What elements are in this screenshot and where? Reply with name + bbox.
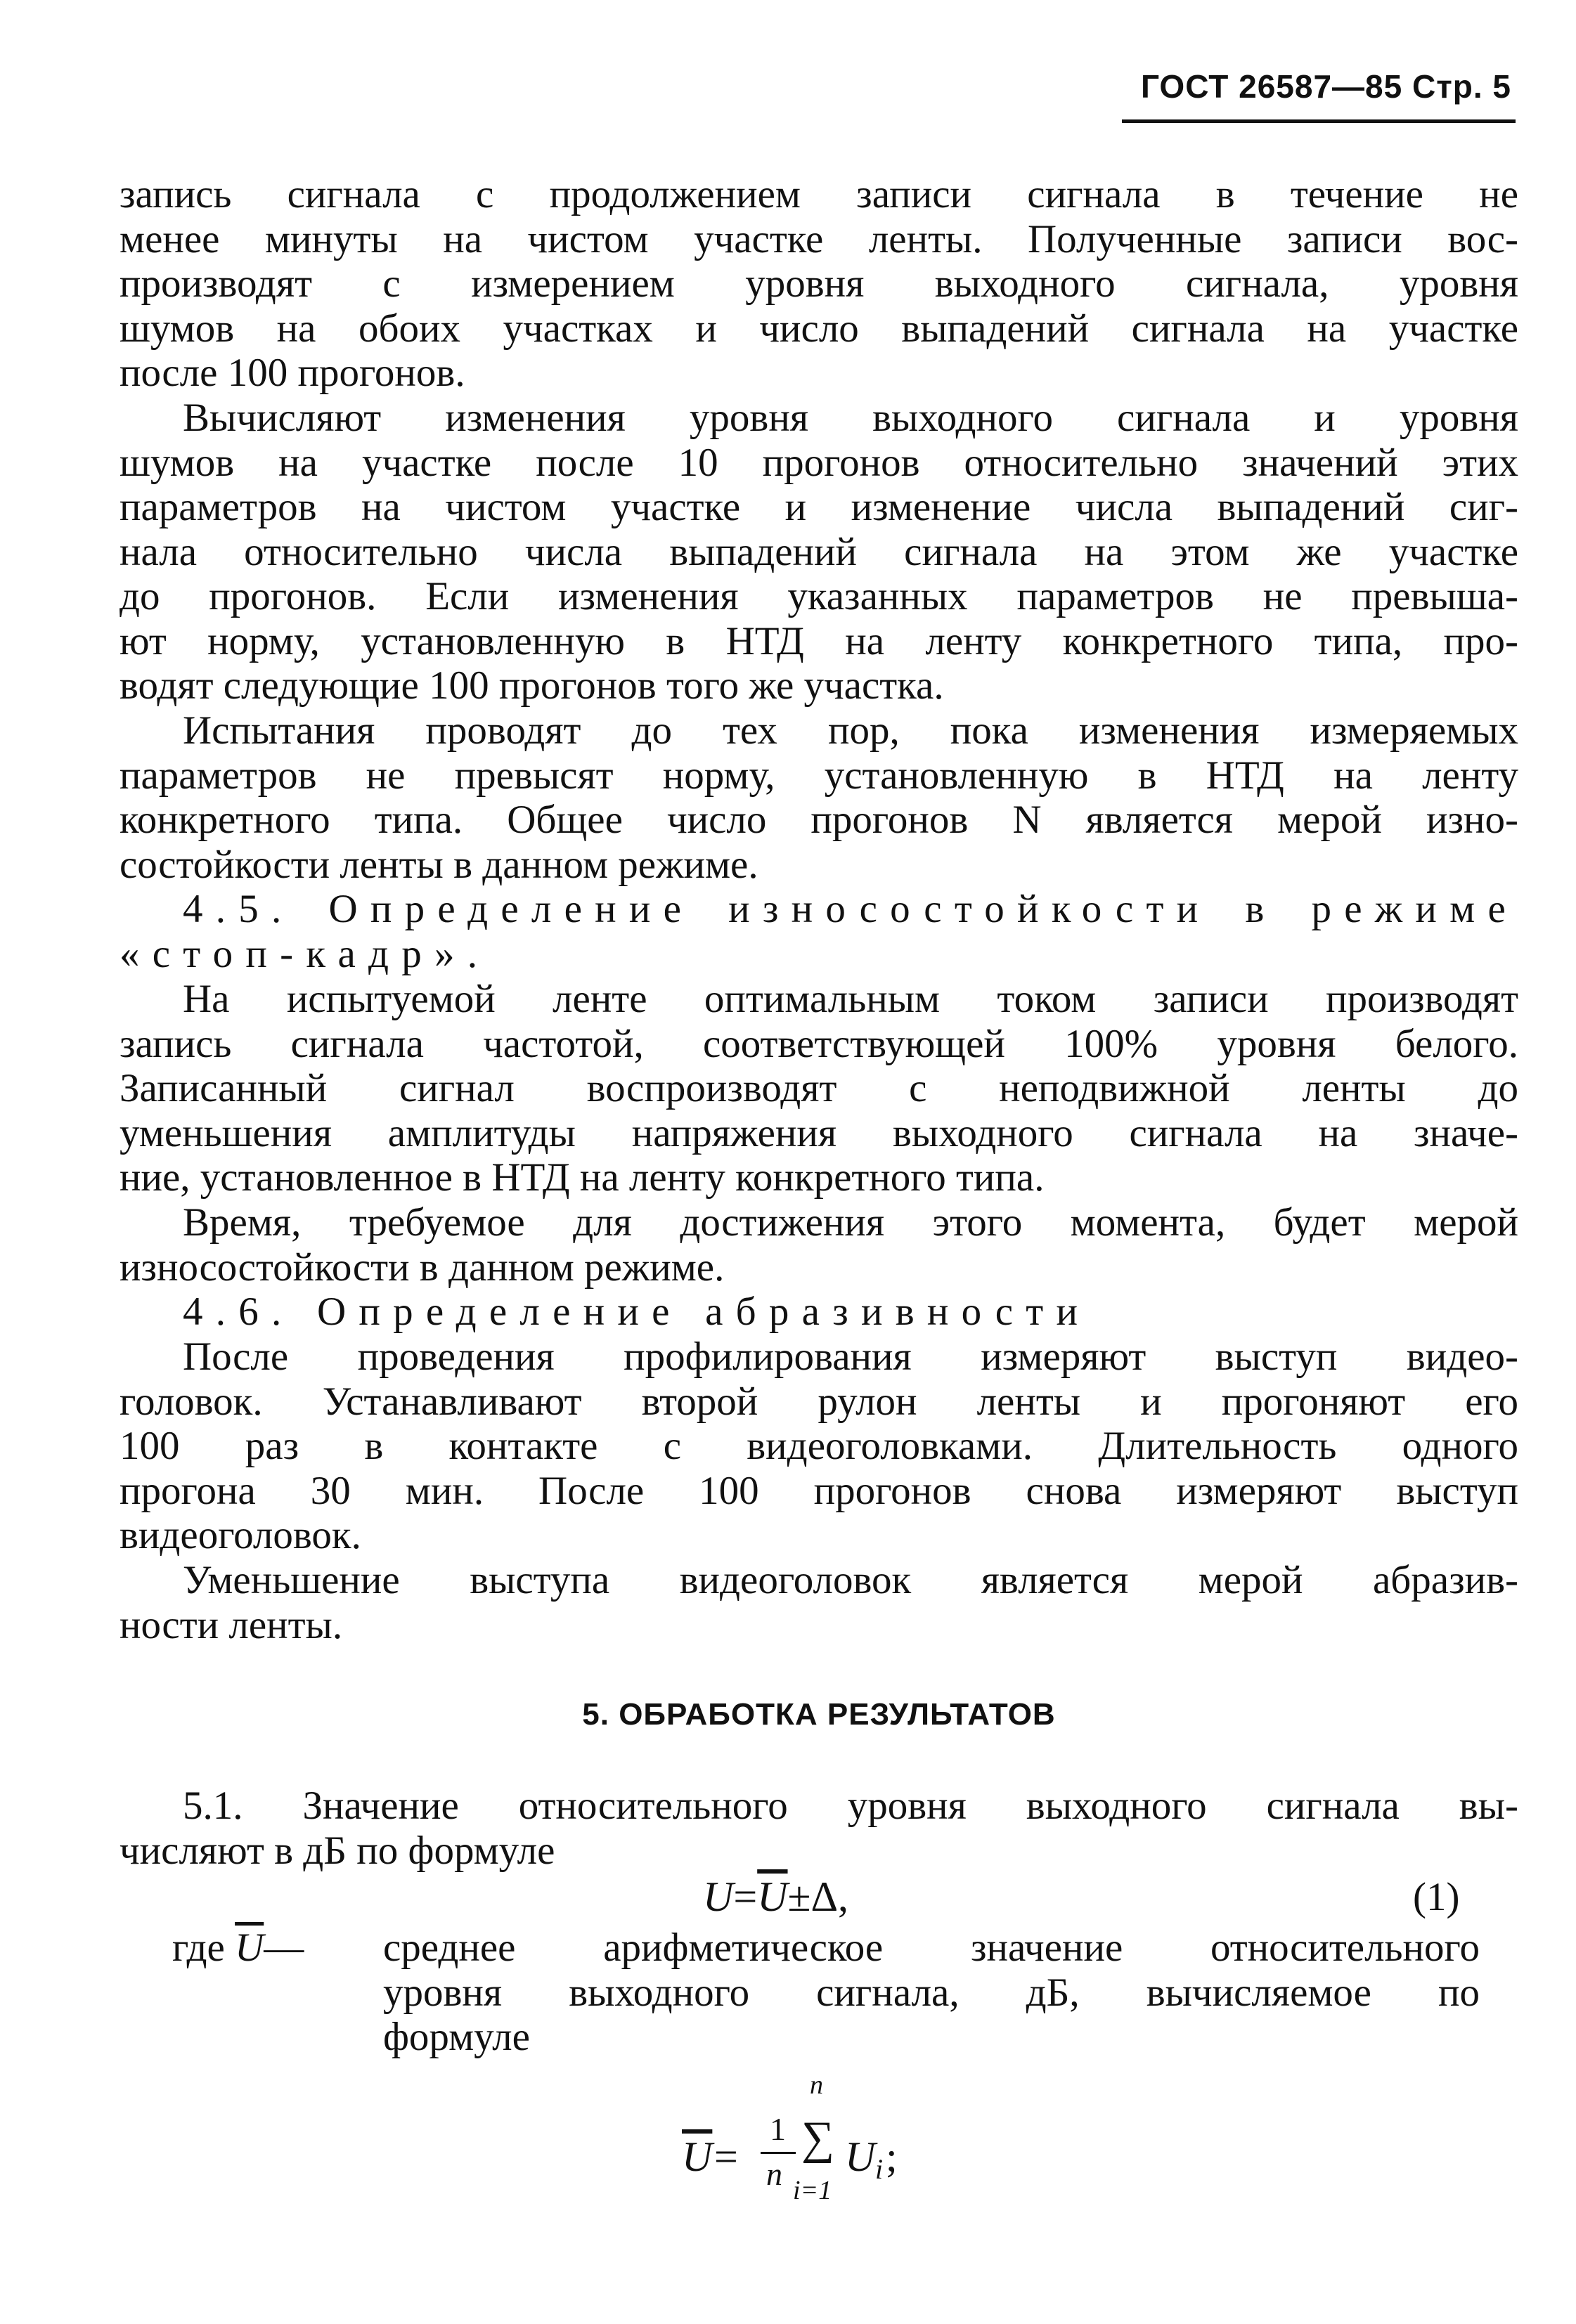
page-header (1141, 67, 1511, 105)
text-line: производят с измерением уровня выходного сигнала, уровня (120, 261, 1518, 306)
text-line: «стоп-кадр». (120, 931, 491, 976)
text-line: числяют в дБ по формуле (120, 1828, 555, 1873)
paragraph-4 (120, 977, 1518, 1200)
text-line: Записанный сигнал воспроизводят с неподвижной ленты до (120, 1066, 1518, 1110)
formula-2-term: U (845, 2134, 876, 2180)
formula-1 (703, 1873, 848, 1921)
text-line: уменьшения амплитуды напряжения выходного сигнала на значе- (120, 1110, 1518, 1155)
paragraph-2 (120, 396, 1518, 708)
text-line: ют норму, установленную в НТД на ленту конкретного типа, про- (120, 618, 1518, 663)
header-title: ГОСТ 26587—85 Стр. 5 (1140, 68, 1511, 105)
text-line: до прогонов. Если изменения указанных параметров не превыша- (120, 574, 1518, 618)
formula-2-numerator: 1 (770, 2111, 786, 2147)
formula-2-tail: ; (886, 2134, 898, 2180)
formula-1-pm: ±Δ, (787, 1874, 849, 1920)
text-line: 5.1. Значение относительного уровня выходного сигнала вы- (183, 1784, 1518, 1828)
paragraph-6 (120, 1335, 1518, 1558)
formula-1-number: (1) (1413, 1875, 1460, 1919)
text-line: ние, установленное в НТД на ленту конкретного типа. (120, 1155, 1045, 1200)
text-line: формуле (383, 2015, 530, 2059)
text-line: состойкости ленты в данном режиме. (120, 842, 758, 887)
formula-2-lower-limit: i=1 (793, 2176, 832, 2205)
where-definition (383, 1926, 1480, 2060)
text-line: водят следующие 100 прогонов того же участка. (120, 663, 944, 708)
formula-1-eq: = (733, 1874, 758, 1920)
paragraph-7 (120, 1558, 1518, 1647)
paragraph-5-1 (120, 1784, 1518, 1873)
paragraph-1 (120, 172, 1518, 396)
formula-1-mean: $\overline{U}$ (757, 1874, 788, 1920)
paragraph-5 (120, 1200, 1518, 1290)
text-line: конкретного типа. Общее число прогонов N является мерой изно- (120, 798, 1518, 842)
text-line: прогона 30 мин. После 100 прогонов снова измеряют выступ (120, 1468, 1518, 1513)
formula-2-subscript: i (875, 2153, 884, 2185)
text-line: 4.5. Определение износостойкости в режиме (183, 887, 1518, 931)
text-line: Уменьшение выступа видеоголовок является мерой абразив- (183, 1558, 1518, 1602)
text-line: после 100 прогонов. (120, 351, 465, 395)
formula-2-denominator: n (766, 2156, 782, 2192)
formula-2-upper-limit: n (810, 2070, 823, 2100)
text-line: шумов на участке после 10 прогонов относительно значений этих (120, 440, 1518, 485)
formula-2-fraction-bar (761, 2152, 796, 2154)
text-line: головок. Устанавливают второй рулон ленты и прогоняют его (120, 1379, 1518, 1424)
text-line: износостойкости в данном режиме. (120, 1245, 725, 1290)
text-line: шумов на обоих участках и число выпадений сигнала на участке (120, 306, 1518, 351)
where-lead: где (172, 1926, 225, 1970)
text-line: Вычисляют изменения уровня выходного сигнала и уровня (183, 396, 1518, 440)
formula-2-sum-sign: ∑ (801, 2112, 835, 2164)
text-line: нала относительно числа выпадений сигнала на этом же участке (120, 529, 1518, 574)
text-line: запись сигнала с продолжением записи сигнала в течение не (120, 172, 1518, 216)
formula-1-lhs: U (703, 1874, 734, 1920)
text-line: После проведения профилирования измеряют выступ видео- (183, 1335, 1518, 1379)
text-line: запись сигнала частотой, соответствующей 100% уровня белого. (120, 1021, 1518, 1066)
text-line: 4.6. Определение абразивности (183, 1290, 1091, 1334)
section-4-5-heading (120, 887, 1518, 976)
text-line: видеоголовок. (120, 1513, 361, 1557)
text-line: менее минуты на чистом участке ленты. Полученные записи вос- (120, 216, 1518, 261)
text-line: На испытуемой ленте оптимальным током записи производят (183, 977, 1518, 1021)
where-symbol: $\overline{U}$ (235, 1926, 264, 1970)
text-line: уровня выходного сигнала, дБ, вычисляемое по (383, 1970, 1480, 2015)
section-5-title: 5. ОБРАБОТКА РЕЗУЛЬТАТОВ (582, 1697, 1056, 1732)
paragraph-3 (120, 708, 1518, 887)
formula-2-lhs: $\overline{U}$ (682, 2134, 713, 2180)
text-line: ности ленты. (120, 1602, 343, 1647)
section-4-6-heading (120, 1290, 1518, 1335)
formula-2-eq: = (714, 2134, 738, 2180)
text-line: параметров на чистом участке и изменение числа выпадений сиг- (120, 485, 1518, 529)
text-line: 100 раз в контакте с видеоголовками. Длительность одного (120, 1424, 1518, 1468)
text-line: Время, требуемое для достижения этого момента, будет мерой (183, 1200, 1518, 1245)
text-line: параметров не превысят норму, установленную в НТД на ленту (120, 753, 1518, 798)
formula-2 (682, 2070, 1174, 2252)
header-rule (1122, 119, 1516, 123)
where-dash: — (264, 1926, 304, 1970)
text-line: Испытания проводят до тех пор, пока изменения измеряемых (183, 708, 1518, 753)
text-line: среднее арифметическое значение относительного (383, 1926, 1480, 1970)
